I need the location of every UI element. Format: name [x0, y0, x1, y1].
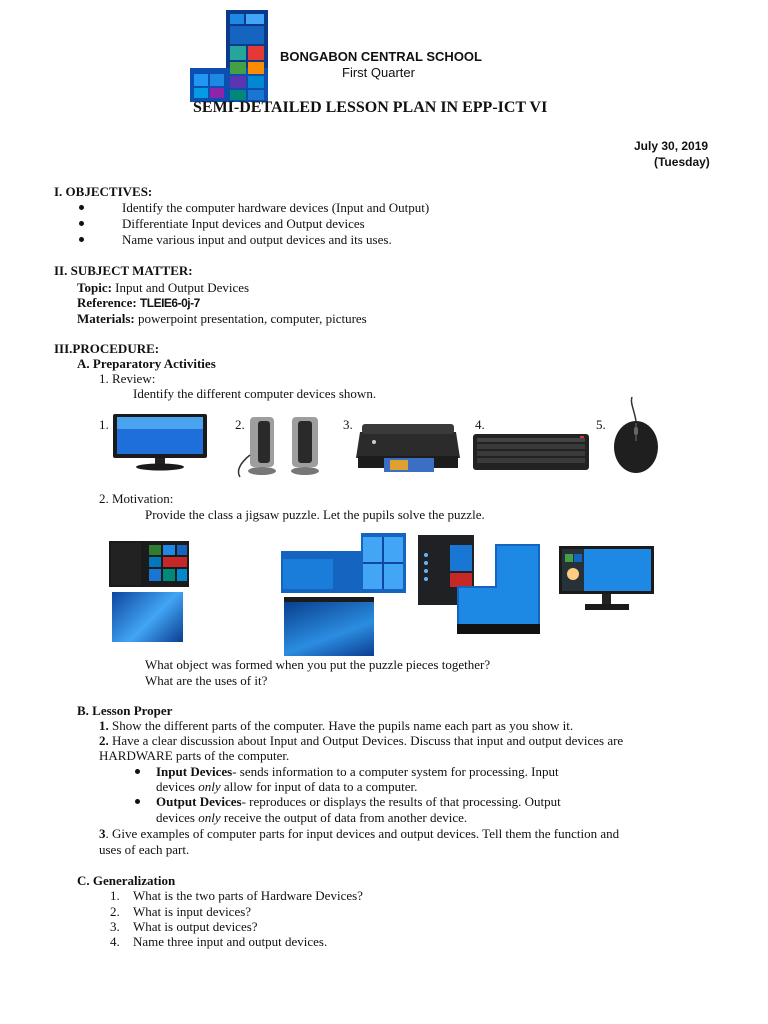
school-name: BONGABON CENTRAL SCHOOL: [280, 49, 482, 64]
quarter-label: First Quarter: [342, 65, 415, 80]
review-text: Identify the different computer devices shown.: [133, 386, 377, 401]
mouse-image: [610, 397, 662, 475]
windows-tiles-logo: [190, 10, 268, 102]
text-fragment: allow for input of data to a computer.: [220, 779, 418, 794]
bullet-icon: [79, 221, 84, 226]
topic-value: Input and Output Devices: [115, 280, 250, 295]
step-text: . Give examples of computer parts for input devices and output devices. Tell them the function and: [105, 826, 620, 841]
day: (Tuesday): [654, 155, 710, 169]
output-devices-def: [156, 794, 561, 810]
speakers-image: [234, 415, 326, 479]
device-number: 5.: [596, 417, 606, 432]
item-number: 3.: [110, 919, 120, 934]
step-text: Have a clear discussion about Input and Output Devices. Discuss that input and output devices are: [112, 733, 624, 748]
generalization-heading: C. Generalization: [77, 873, 176, 888]
topic-row: [77, 280, 249, 296]
preparatory-heading: A. Preparatory Activities: [77, 356, 216, 371]
lesson-step-3-cont: uses of each part.: [99, 842, 190, 857]
puzzle-piece-screen-corner: [284, 597, 374, 656]
item-number: 2.: [110, 904, 120, 919]
puzzle-piece-taskbar: [457, 544, 540, 634]
item-text: What is input devices?: [133, 904, 252, 919]
generalization-item: [110, 888, 363, 904]
lesson-step-1: [99, 718, 573, 734]
input-devices-def: [156, 764, 559, 780]
text-fragment: receive the output of data from another device.: [220, 810, 468, 825]
lesson-step-2-cont: HARDWARE parts of the computer.: [99, 748, 290, 763]
text-fragment: devices: [156, 779, 199, 794]
bullet-icon: [79, 237, 84, 242]
bullet-icon: [79, 205, 84, 210]
lesson-step-2: [99, 733, 623, 749]
objective-item: Differentiate Input devices and Output devices: [122, 216, 365, 231]
lesson-step-3: [99, 826, 619, 842]
text-fragment: devices: [156, 810, 199, 825]
objectives-heading: I. OBJECTIVES:: [54, 184, 153, 199]
printer-image: [354, 418, 462, 474]
reference-label: Reference:: [77, 295, 137, 310]
puzzle-question-2: What are the uses of it?: [145, 673, 268, 688]
step-number: 1.: [99, 718, 109, 733]
date: July 30, 2019: [634, 139, 709, 153]
output-devices-text: - reproduces or displays the results of that processing. Output: [241, 794, 561, 809]
reference-row: [77, 295, 200, 311]
input-devices-label: Input Devices: [156, 764, 233, 779]
lesson-proper-heading: B. Lesson Proper: [77, 703, 173, 718]
topic-label: Topic:: [77, 280, 112, 295]
emphasis-only: only: [198, 810, 221, 825]
materials-row: [77, 311, 367, 327]
puzzle-complete-computer: [559, 546, 654, 614]
procedure-heading: III.PROCEDURE:: [54, 341, 160, 356]
monitor-image: [111, 413, 209, 471]
device-number: 3.: [343, 417, 353, 432]
device-number: 4.: [475, 417, 485, 432]
review-label: 1. Review:: [99, 371, 156, 386]
page-title: SEMI-DETAILED LESSON PLAN IN EPP-ICT VI: [193, 99, 548, 116]
objective-item: Name various input and output devices and its uses.: [122, 232, 392, 247]
objective-item: Identify the computer hardware devices (Input and Output): [122, 200, 430, 215]
output-devices-label: Output Devices: [156, 794, 242, 809]
generalization-item: [110, 919, 258, 935]
generalization-item: [110, 934, 327, 950]
bullet-icon: [135, 769, 140, 774]
materials-value: powerpoint presentation, computer, pictures: [138, 311, 367, 326]
subject-heading: II. SUBJECT MATTER:: [54, 263, 193, 278]
reference-value: TLEIE6-0j-7: [139, 296, 200, 310]
keyboard-image: [472, 430, 590, 474]
input-devices-def-cont: [156, 779, 417, 795]
materials-label: Materials:: [77, 311, 135, 326]
output-devices-def-cont: [156, 810, 467, 826]
item-text: What is the two parts of Hardware Devices?: [133, 888, 363, 903]
item-number: 1.: [110, 888, 120, 903]
step-number: 2.: [99, 733, 109, 748]
puzzle-piece-desktop: [112, 592, 183, 642]
puzzle-piece-start-menu: [109, 541, 189, 587]
item-text: Name three input and output devices.: [133, 934, 328, 949]
puzzle-piece-window-logo: [281, 533, 406, 593]
step-number: 3: [99, 826, 106, 841]
generalization-item: [110, 904, 251, 920]
input-devices-text: - sends information to a computer system for processing. Input: [232, 764, 559, 779]
emphasis-only: only: [198, 779, 221, 794]
motivation-text: Provide the class a jigsaw puzzle. Let the pupils solve the puzzle.: [145, 507, 485, 522]
item-text: What is output devices?: [133, 919, 258, 934]
item-number: 4.: [110, 934, 120, 949]
step-text: Show the different parts of the computer. Have the pupils name each part as you show it.: [112, 718, 574, 733]
puzzle-question-1: What object was formed when you put the puzzle pieces together?: [145, 657, 491, 672]
device-number: 2.: [235, 417, 245, 432]
motivation-label: 2. Motivation:: [99, 491, 174, 506]
bullet-icon: [135, 799, 140, 804]
device-number: 1.: [99, 417, 109, 432]
